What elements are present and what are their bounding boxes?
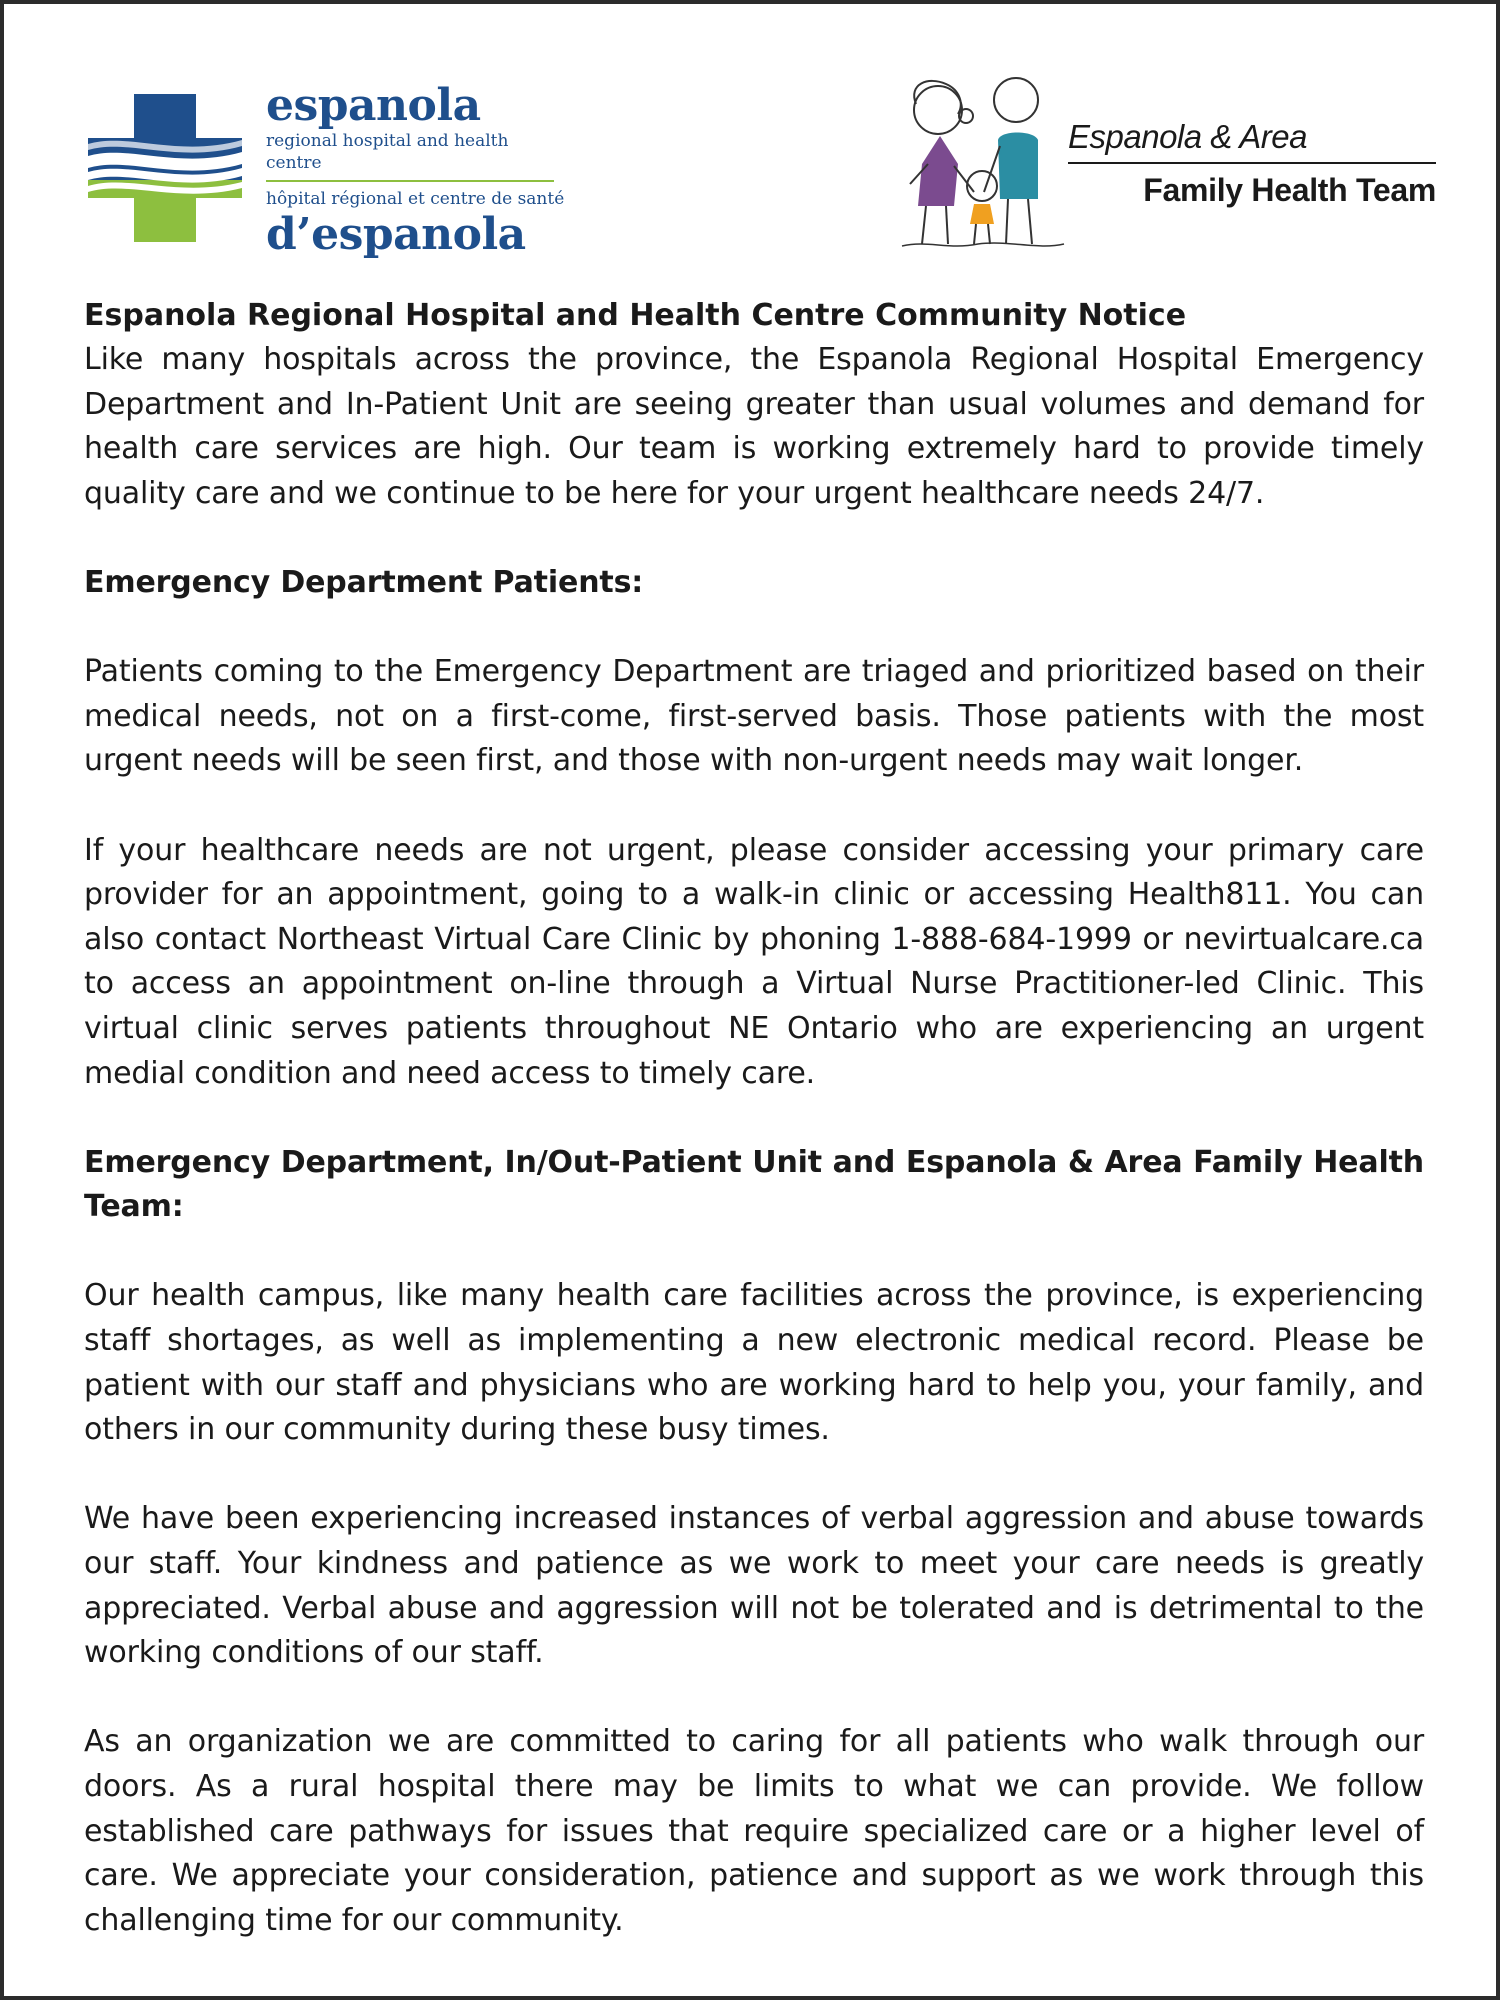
hospital-subtitle-fr: hôpital régional et centre de santé	[266, 189, 565, 209]
section-heading-ed-patients: Emergency Department Patients:	[84, 564, 644, 600]
hospital-logo-divider	[266, 180, 554, 182]
family-health-team-text	[1068, 118, 1436, 208]
hospital-name-fr: d’espanola	[266, 209, 526, 260]
spacer	[84, 1453, 1424, 1498]
notice-content	[84, 294, 1424, 1943]
fht-name-line2: Family Health Team	[1143, 172, 1436, 208]
hospital-subtitle-en: regional hospital and health centre	[266, 131, 509, 173]
hospital-logo	[88, 80, 568, 260]
section-heading-ed-fht: Emergency Department, In/Out-Patient Unit and Espanola & Area Family Health Team:	[84, 1144, 1424, 1225]
paragraph-triage: Patients coming to the Emergency Department are triaged and prioritized based on their medical needs, not on a first-come, first-served basis. Those patients with the most urgent needs will be seen first, and those with non-urgent needs may wait longer.	[84, 654, 1424, 779]
notice-intro: Like many hospitals across the province, the Espanola Regional Hospital Emergency Department and In-Patient Unit are seeing greater than usual volumes and demand for health care services are high. Our team is working extremely hard to provide timely quality care and we continue to be here for your urgent healthcare needs 24/7.	[84, 342, 1424, 511]
family-health-team-logo	[888, 74, 1438, 254]
spacer	[84, 1676, 1424, 1721]
fht-name-line1: Espanola & Area	[1068, 118, 1307, 155]
hospital-name-en: espanola	[266, 80, 481, 131]
fht-divider	[1068, 162, 1436, 164]
paragraph-non-urgent: If your healthcare needs are not urgent, please consider accessing your primary care provider for an appointment, going to a walk-in clinic or accessing Health811. You can also contact Northeast Virtual Care Clinic by phoning 1-888-684-1999 or nevirtualcare.ca to access an appointment on-line through a Virtual Nurse Practitioner-led Clinic. This virtual clinic serves patients throughout NE Ontario who are experiencing an urgent medial condition and need access to timely care.	[84, 832, 1424, 1091]
spacer	[84, 516, 1424, 561]
spacer	[84, 784, 1424, 829]
spacer	[84, 1230, 1424, 1275]
spacer	[84, 1096, 1424, 1141]
header	[4, 4, 1500, 264]
paragraph-verbal-aggression: We have been experiencing increased instances of verbal aggression and abuse towards our staff. Your kindness and patience as we work to meet your care needs is greatly appreciated. Verbal abuse and aggression will not be tolerated and is detrimental to the working conditions of our staff.	[84, 1501, 1424, 1671]
spacer	[84, 606, 1424, 651]
paragraph-commitment: As an organization we are committed to caring for all patients who walk through our doors. As a rural hospital there may be limits to what we can provide. We follow established care pathways for issues that require specialized care or a higher level of care. We appreciate your consideration, patience and support as we work through this challenging time for our community.	[84, 1724, 1424, 1938]
hospital-cross-icon	[88, 94, 242, 242]
notice-title: Espanola Regional Hospital and Health Centre Community Notice	[84, 298, 1187, 333]
hospital-logo-text	[266, 82, 566, 258]
paragraph-staff-shortages: Our health campus, like many health care facilities across the province, is experiencing staff shortages, as well as implementing a new electronic medical record. Please be patient with our staff and physicians who are working hard to help you, your family, and others in our community during these busy times.	[84, 1278, 1424, 1448]
family-figures-icon	[888, 74, 1068, 249]
